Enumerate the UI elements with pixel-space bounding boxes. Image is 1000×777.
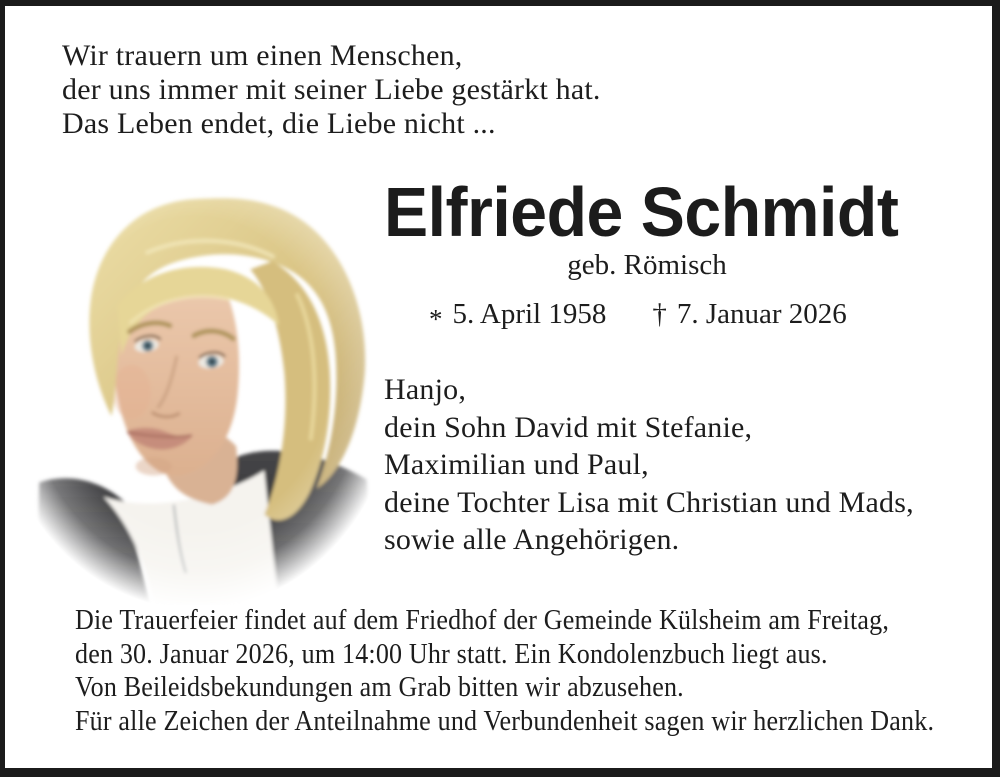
intro-line: der uns immer mit seiner Liebe gestärkt hat. [62, 73, 601, 106]
maiden-name: geb. Römisch [567, 249, 727, 281]
mourner-line: Maximilian und Paul, [384, 448, 649, 482]
deceased-portrait-photo [25, 182, 389, 606]
death-date: 7. Januar 2026 [676, 298, 847, 330]
mourner-line: dein Sohn David mit Stefanie, [384, 410, 753, 444]
funeral-line: Von Beileidsbekundungen am Grab bitten wir abzusehen. [75, 672, 684, 703]
mourner-line: deine Tochter Lisa mit Christian und Mads, [384, 485, 914, 519]
life-dates [429, 296, 847, 332]
mourners-list [384, 371, 914, 559]
mourner-line: Hanjo, [384, 373, 467, 406]
deceased-name: Elfriede Schmidt [384, 173, 899, 251]
birth-star-icon: * [429, 304, 443, 334]
funeral-line: Für alle Zeichen der Anteilnahme und Verbundenheit sagen wir herzlichen Dank. [75, 705, 935, 737]
funeral-information [75, 604, 934, 738]
death-cross-icon: † [652, 298, 667, 330]
birth-date-entry [429, 296, 606, 332]
funeral-line: Die Trauerfeier findet auf dem Friedhof der Gemeinde Külsheim am Freitag, [75, 605, 890, 636]
intro-line: Das Leben endet, die Liebe nicht ... [62, 107, 496, 140]
mourner-line: sowie alle Angehörigen. [384, 523, 680, 557]
intro-line: Wir trauern um einen Menschen, [62, 39, 463, 72]
funeral-line: den 30. Januar 2026, um 14:00 Uhr statt. Ein Kondolenzbuch liegt aus. [75, 638, 828, 670]
intro-verse [62, 39, 601, 141]
death-date-entry [652, 296, 846, 332]
birth-date: 5. April 1958 [452, 298, 607, 330]
